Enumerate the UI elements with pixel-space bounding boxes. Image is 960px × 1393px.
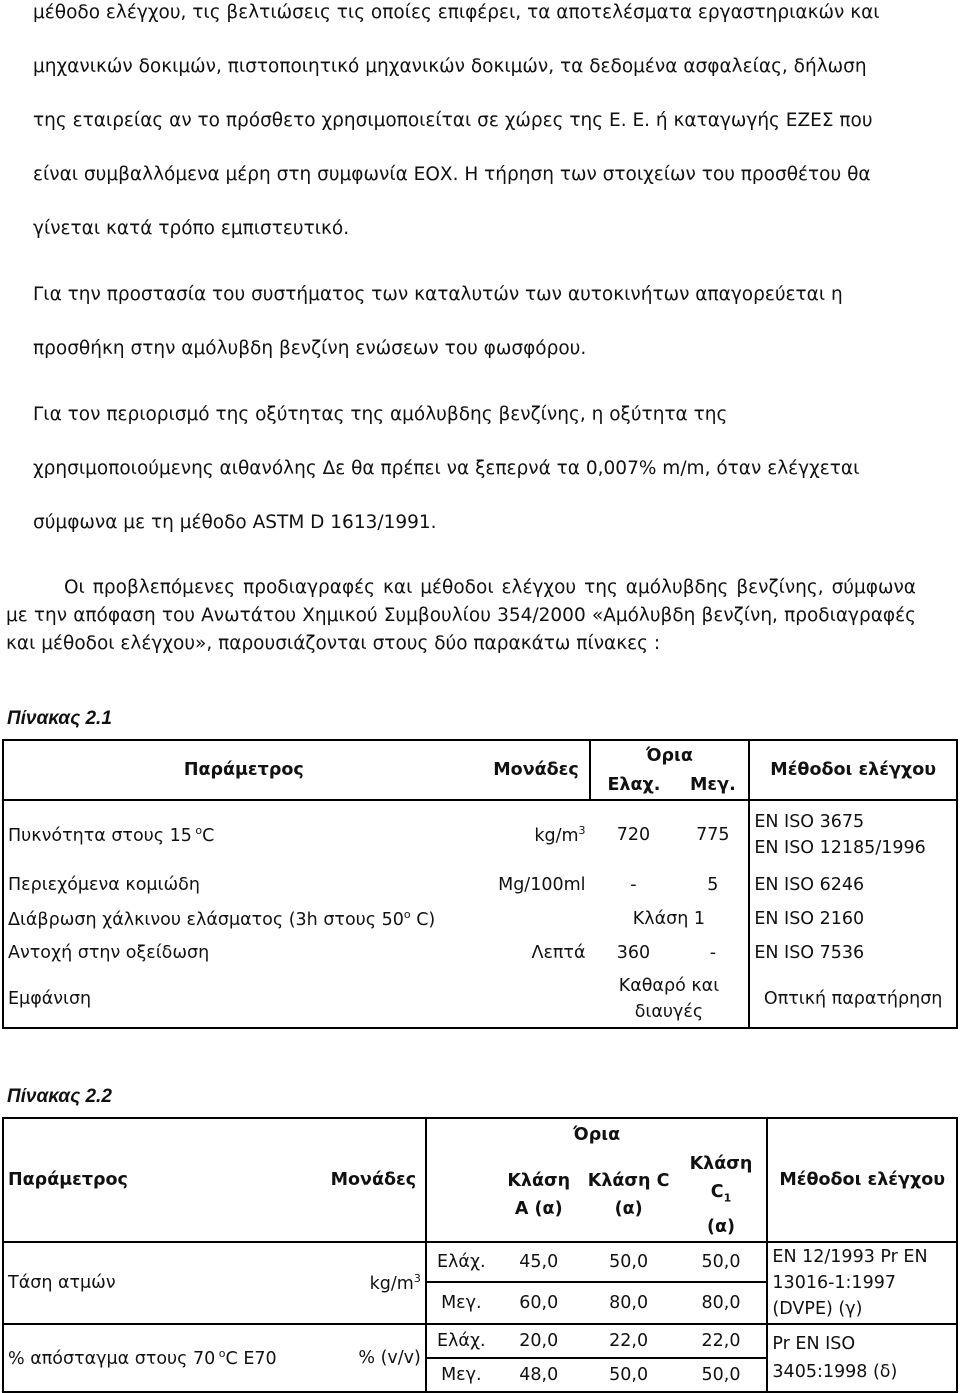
text-line: Για την προστασία του συστήματος των καταλυτών των αυτοκινήτων απαγορεύεται η: [33, 284, 843, 305]
row-oxidation-units: Λεπτά: [531, 943, 586, 963]
header-class-a: Κλάση A (α): [496, 1150, 582, 1242]
row-appearance-label: Εμφάνιση: [3, 970, 590, 1028]
text-line: σύμφωνα με τη μέθοδο ASTM D 1613/1991.: [33, 512, 437, 533]
row-oxidation-max: -: [709, 943, 717, 963]
row-vapour-min-a: 45,0: [519, 1251, 559, 1272]
row-gum-label: Περιεχόμενα κομιώδη: [3, 868, 484, 902]
row-corrosion-value: Κλάση 1: [632, 909, 706, 929]
row-oxidation-method: EN ISO 7536: [749, 936, 957, 970]
row-gum-method: EN ISO 6246: [749, 868, 957, 902]
row-oxidation-min: 360: [616, 943, 651, 963]
header-units: Μονάδες: [484, 740, 590, 800]
row-density-method: EN ISO 3675 EN ISO 12185/1996: [749, 800, 957, 868]
header-units: Μονάδες: [322, 1118, 426, 1242]
row-gum-units: Mg/100ml: [498, 875, 586, 895]
row-corrosion-label: Διάβρωση χάλκινου ελάσματος (3h στους 50$^o$ C): [3, 902, 590, 936]
header-limits: Όρια: [426, 1118, 768, 1150]
row-density-max: 775: [696, 824, 730, 845]
header-limits: Όρια: [590, 740, 750, 770]
row-distillate-units: % (v/v): [322, 1324, 426, 1392]
header-min: Ελαχ.: [590, 770, 678, 800]
text-line: μέθοδο ελέγχου, τις βελτιώσεις τις οποίες επιφέρει, τα αποτελέσματα εργαστηριακών και: [33, 2, 880, 23]
text-line: είναι συμβαλλόμενα μέρη στη συμφωνία ΕΟΧ. Η τήρηση των στοιχείων του προσθέτου θα: [33, 164, 871, 185]
header-methods: Μέθοδοι ελέγχου: [749, 740, 957, 800]
row-oxidation-label: Αντοχή στην οξείδωση: [3, 936, 484, 970]
row-distillate-min-c1: 22,0: [701, 1330, 741, 1351]
row-distillate-min-c: 22,0: [609, 1330, 649, 1351]
row-distillate-max-a: 48,0: [496, 1358, 582, 1392]
row-gum-min: -: [630, 875, 637, 895]
row-vapour-min-c: 50,0: [609, 1251, 649, 1272]
row-distillate-method: Pr EN ISO 3405:1998 (δ): [767, 1324, 957, 1392]
row-distillate-max-c1: 50,0: [676, 1358, 768, 1392]
row-vapour-method: EN 12/1993 Pr EN 13016-1:1997 (DVPE) (γ): [767, 1242, 957, 1324]
table2-caption: Πίνακας 2.2: [7, 1086, 112, 1107]
row-vapour-max-a: 60,0: [496, 1282, 582, 1324]
row-vapour-max-label: Μεγ.: [426, 1282, 496, 1324]
text-line: προσθήκη στην αμόλυβδη βενζίνη ενώσεων του φωσφόρου.: [33, 338, 587, 359]
row-distillate-max-c: 50,0: [582, 1358, 676, 1392]
spec-table-1: [2, 739, 958, 1029]
row-vapour-units: $kg/m^3$: [322, 1242, 426, 1324]
row-density-min: 720: [616, 824, 651, 845]
row-distillate-min-a: 20,0: [519, 1330, 559, 1351]
header-methods: Μέθοδοι ελέγχου: [767, 1118, 957, 1242]
text-line: γίνεται κατά τρόπο εμπιστευτικό.: [33, 218, 350, 239]
spec-table-2: [2, 1117, 958, 1393]
text-line: της εταιρείας αν το πρόσθετο χρησιμοποιείται σε χώρες της Ε. Ε. ή καταγωγής ΕΖΕΣ που: [33, 110, 873, 131]
header-parameter: Παράμετρος: [3, 740, 484, 800]
header-max: Μεγ.: [677, 770, 749, 800]
row-distillate-min-label: Ελάχ.: [426, 1324, 496, 1358]
row-distillate-max-label: Μεγ.: [426, 1358, 496, 1392]
table1-caption: Πίνακας 2.1: [7, 708, 112, 729]
text-line: χρησιμοποιούμενης αιθανόλης Δε θα πρέπει να ξεπερνά τα 0,007% m/m, όταν ελέγχεται: [33, 458, 860, 479]
row-gum-max: 5: [707, 875, 719, 895]
header-class-c1: Κλάση $C_1$ (α): [676, 1150, 768, 1242]
row-vapour-min-label: Ελάχ.: [426, 1242, 496, 1282]
row-vapour-label: Τάση ατμών: [3, 1242, 322, 1324]
row-appearance-value: Καθαρό και διαυγές: [590, 970, 750, 1028]
row-density-label: Πυκνότητα στους 15 $^o$C: [3, 800, 484, 868]
row-vapour-min-c1: 50,0: [701, 1251, 741, 1272]
row-density-units: $kg/m^3$: [534, 823, 586, 846]
intro-paragraph: Οι προβλεπόμενες προδιαγραφές και μέθοδοι ελέγχου της αμόλυβδης βενζίνης, σύμφωνα με την απόφαση του Ανωτάτου Χημικού Συμβουλίου 354/2000 «Αμόλυβδη βενζίνη, προδιαγραφές και μέθοδοι ελέγχου», παρουσιάζονται στους δύο παρακάτω πίνακες :: [6, 577, 916, 654]
row-distillate-label: % απόσταγμα στους 70 $^o$C E70: [3, 1324, 322, 1392]
text-line: Για τον περιορισμό της οξύτητας της αμόλυβδης βενζίνης, η οξύτητα της: [33, 404, 728, 425]
text-line: μηχανικών δοκιμών, πιστοποιητικό μηχανικών δοκιμών, τα δεδομένα ασφαλείας, δήλωση: [33, 56, 867, 77]
row-vapour-max-c: 80,0: [582, 1282, 676, 1324]
row-vapour-max-c1: 80,0: [676, 1282, 768, 1324]
row-corrosion-method: EN ISO 2160: [749, 902, 957, 936]
row-appearance-method: Οπτική παρατήρηση: [749, 970, 957, 1028]
header-parameter: Παράμετρος: [3, 1118, 322, 1242]
header-class-c: Κλάση C (α): [582, 1150, 676, 1242]
